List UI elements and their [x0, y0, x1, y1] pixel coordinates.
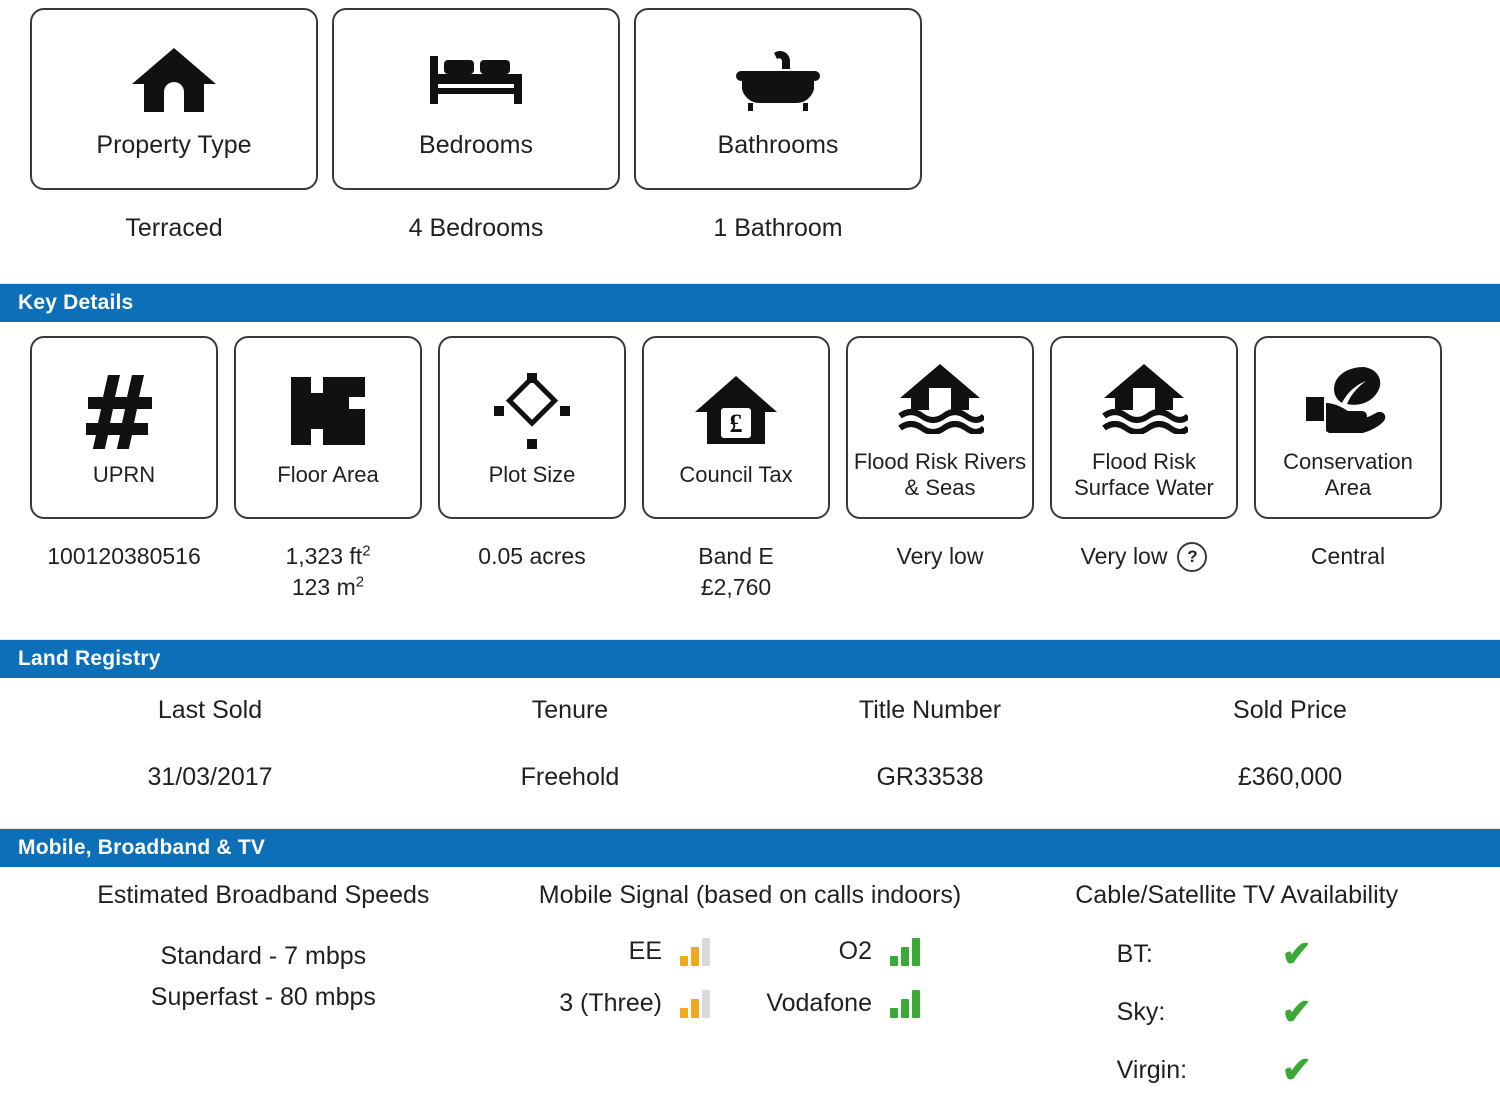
tv-availability-grid [993, 933, 1480, 1091]
key-detail-plot-size [438, 336, 626, 603]
svg-text:£: £ [729, 408, 743, 438]
key-detail-flood-rivers-seas [846, 336, 1034, 603]
plot-size-card [438, 336, 626, 519]
house-pound-icon [693, 368, 779, 454]
tv-provider-bt: BT: [1116, 939, 1153, 968]
flood-house-icon [896, 355, 984, 441]
mobile-signal-grid [507, 936, 994, 1018]
land-registry-table [0, 678, 1500, 792]
key-detail-flood-surface-water [1050, 336, 1238, 603]
flood-surface-water-label: Flood Risk Surface Water [1074, 449, 1214, 500]
broadband-title: Estimated Broadband Speeds [97, 881, 430, 910]
bed-icon [428, 39, 524, 121]
section-header-connectivity: Mobile, Broadband & TV [0, 829, 1500, 867]
sold-price-value: £360,000 [1237, 763, 1343, 792]
summary-card-bathrooms [634, 8, 922, 243]
bedrooms-card [332, 8, 620, 190]
mobile-operator-o2: O2 [838, 936, 872, 965]
section-header-key-details: Key Details [0, 284, 1500, 322]
broadband-block [20, 881, 507, 1088]
conservation-area-card [1254, 336, 1442, 519]
bathrooms-value: 1 Bathroom [713, 214, 843, 242]
land-registry-column-last-sold [30, 696, 390, 792]
mobile-operator-vodafone: Vodafone [766, 988, 872, 1017]
broadband-superfast: Superfast - 80 mbps [150, 983, 376, 1012]
plot-size-value [478, 541, 585, 572]
conservation-area-value [1311, 541, 1385, 572]
summary-card-property-type [30, 8, 318, 243]
uprn-value [47, 541, 201, 572]
mobile-operator-ee: EE [628, 936, 662, 965]
land-registry-column-sold-price [1110, 696, 1470, 792]
flood-rivers-seas-value [897, 541, 984, 572]
signal-bars-vodafone [890, 988, 950, 1018]
council-tax-label: Council Tax [679, 461, 793, 487]
mobile-signal-block [507, 881, 994, 1088]
property-type-card [30, 8, 318, 190]
check-icon: ✔ [1281, 1049, 1312, 1091]
check-icon: ✔ [1281, 991, 1312, 1033]
flood-rivers-seas-label: Flood Risk Rivers & Seas [853, 449, 1027, 500]
flood-surface-water-value-text: Very low [1080, 543, 1168, 569]
last-sold-value: 31/03/2017 [147, 763, 273, 792]
key-detail-uprn [30, 336, 218, 603]
bathtub-icon [730, 39, 826, 121]
plot-size-label: Plot Size [488, 461, 576, 487]
connectivity-content [0, 867, 1500, 1091]
floorplan-icon [289, 368, 367, 454]
council-tax-amount: £2,760 [700, 574, 772, 601]
broadband-standard: Standard - 7 mbps [160, 942, 367, 971]
bathrooms-label: Bathrooms [717, 130, 839, 159]
uprn-card [30, 336, 218, 519]
signal-bars-three [680, 988, 740, 1018]
sold-price-header: Sold Price [1233, 696, 1347, 725]
flood-rivers-seas-card [846, 336, 1034, 519]
check-icon: ✔ [1281, 933, 1312, 975]
floor-area-card [234, 336, 422, 519]
land-registry-column-title-number [750, 696, 1110, 792]
signal-bars-ee [680, 936, 740, 966]
flood-rivers-seas-value-text: Very low [896, 543, 984, 569]
help-icon[interactable]: ? [1177, 542, 1207, 572]
floor-area-sqm: 123 m [291, 574, 356, 601]
section-header-land-registry: Land Registry [0, 640, 1500, 678]
tenure-header: Tenure [531, 696, 609, 725]
tv-provider-virgin: Virgin: [1116, 1055, 1188, 1084]
conservation-area-label: Conservation Area [1283, 449, 1413, 500]
uprn-label: UPRN [92, 461, 156, 487]
house-icon [130, 39, 218, 121]
floor-area-sqft: 1,323 ft [285, 543, 363, 569]
tv-availability-block [993, 881, 1480, 1091]
mobile-operator-three: 3 (Three) [559, 988, 662, 1017]
key-details-cards [0, 322, 1500, 603]
floor-area-sqm-sup: 2 [355, 573, 365, 591]
council-tax-value [698, 541, 773, 603]
tv-provider-sky: Sky: [1116, 997, 1166, 1026]
key-detail-council-tax [642, 336, 830, 603]
summary-cards [0, 0, 1500, 243]
flood-surface-water-value [1081, 541, 1208, 572]
title-number-header: Title Number [858, 696, 1002, 725]
summary-card-bedrooms [332, 8, 620, 243]
council-tax-band: Band E [698, 543, 774, 569]
land-registry-column-tenure [390, 696, 750, 792]
bedrooms-value: 4 Bedrooms [408, 214, 544, 242]
tenure-value: Freehold [520, 763, 620, 792]
key-detail-floor-area [234, 336, 422, 603]
floor-area-label: Floor Area [277, 461, 379, 487]
floor-area-value [285, 541, 370, 603]
conservation-area-value-text: Central [1310, 543, 1386, 569]
bedrooms-label: Bedrooms [419, 130, 533, 159]
property-type-label: Property Type [96, 130, 252, 159]
last-sold-header: Last Sold [157, 696, 263, 725]
floor-area-sqft-sup: 2 [362, 542, 371, 560]
council-tax-card [642, 336, 830, 519]
bathrooms-card [634, 8, 922, 190]
plot-diamond-icon [493, 368, 571, 454]
flood-surface-water-card [1050, 336, 1238, 519]
mobile-signal-title: Mobile Signal (based on calls indoors) [538, 881, 962, 910]
signal-bars-o2 [890, 936, 950, 966]
key-detail-conservation-area [1254, 336, 1442, 603]
title-number-value: GR33538 [876, 763, 984, 792]
tv-availability-title: Cable/Satellite TV Availability [1075, 881, 1399, 910]
uprn-value-text: 100120380516 [47, 543, 201, 569]
property-type-value: Terraced [125, 214, 223, 242]
hash-icon [86, 368, 162, 454]
flood-house-icon [1100, 355, 1188, 441]
leaf-hand-icon [1302, 355, 1394, 441]
plot-size-value-text: 0.05 acres [478, 543, 586, 569]
